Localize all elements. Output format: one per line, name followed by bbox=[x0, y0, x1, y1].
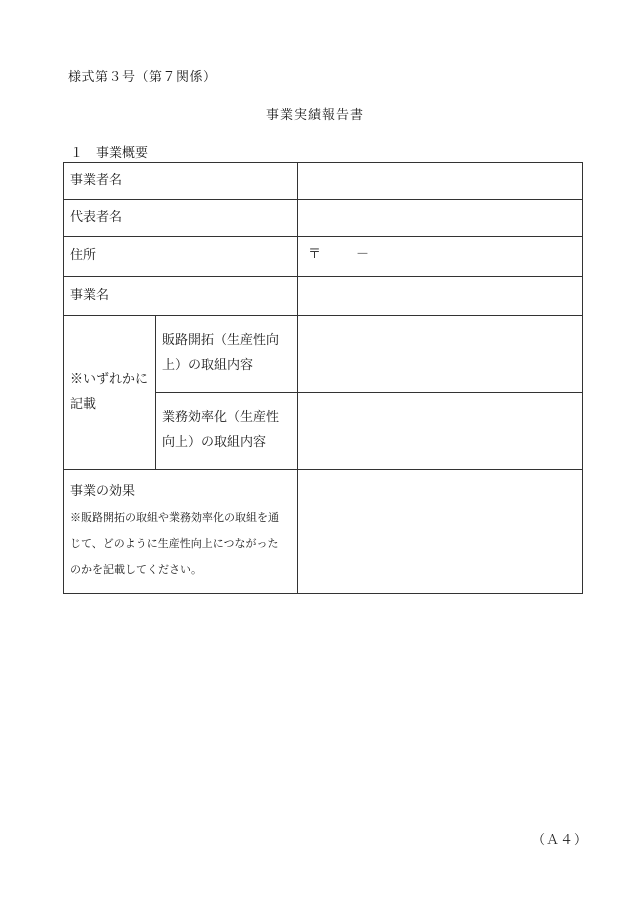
paper-size-label: （Ａ４） bbox=[532, 833, 589, 848]
sales-channel-field[interactable] bbox=[298, 316, 583, 393]
effects-title: 事業の効果 bbox=[70, 484, 136, 500]
address-label: 住所 bbox=[64, 237, 298, 277]
project-name-field[interactable] bbox=[298, 277, 583, 316]
effects-note-line3: のかを記載してください。 bbox=[70, 562, 202, 576]
either-note-line1: ※いずれかに bbox=[70, 371, 149, 387]
project-name-label: 事業名 bbox=[64, 277, 298, 316]
form-number: 様式第３号（第７関係） bbox=[68, 70, 217, 85]
effects-field[interactable] bbox=[298, 470, 583, 594]
document-title: 事業実績報告書 bbox=[265, 108, 364, 123]
business-overview-table bbox=[63, 162, 583, 594]
efficiency-label-line2: 向上）の取組内容 bbox=[162, 435, 267, 450]
representative-field[interactable] bbox=[298, 200, 583, 237]
effects-note-line1: ※販路開拓の取組や業務効率化の取組を通 bbox=[70, 511, 279, 525]
either-note-cell bbox=[64, 316, 156, 470]
postal-code-dash: － bbox=[356, 247, 370, 262]
business-name-field[interactable] bbox=[298, 163, 583, 200]
sales-channel-label-line1: 販路開拓（生産性向 bbox=[162, 333, 280, 349]
effects-note-line2: じて、どのように生産性向上につながった bbox=[70, 536, 279, 550]
efficiency-field[interactable] bbox=[298, 393, 583, 470]
business-name-label: 事業者名 bbox=[64, 163, 298, 200]
table-row-project-name bbox=[64, 277, 583, 316]
effects-label bbox=[64, 470, 298, 594]
section-number: １ bbox=[70, 146, 84, 161]
sales-channel-label-line2: 上）の取組内容 bbox=[162, 358, 254, 373]
section-heading bbox=[70, 142, 148, 161]
table-row-effects bbox=[64, 470, 583, 594]
efficiency-label bbox=[156, 393, 298, 470]
table-row-business-name bbox=[64, 163, 583, 200]
table-row-address bbox=[64, 237, 583, 277]
address-field[interactable] bbox=[298, 237, 583, 277]
efficiency-label-line1: 業務効率化（生産性 bbox=[162, 410, 280, 426]
sales-channel-label bbox=[156, 316, 298, 393]
representative-label: 代表者名 bbox=[64, 200, 298, 237]
either-note-line2: 記載 bbox=[70, 396, 97, 412]
table-row-sales-channel bbox=[64, 316, 583, 393]
section-title: 事業概要 bbox=[96, 146, 149, 161]
table-row-representative bbox=[64, 200, 583, 237]
postal-mark: 〒 bbox=[308, 247, 322, 262]
